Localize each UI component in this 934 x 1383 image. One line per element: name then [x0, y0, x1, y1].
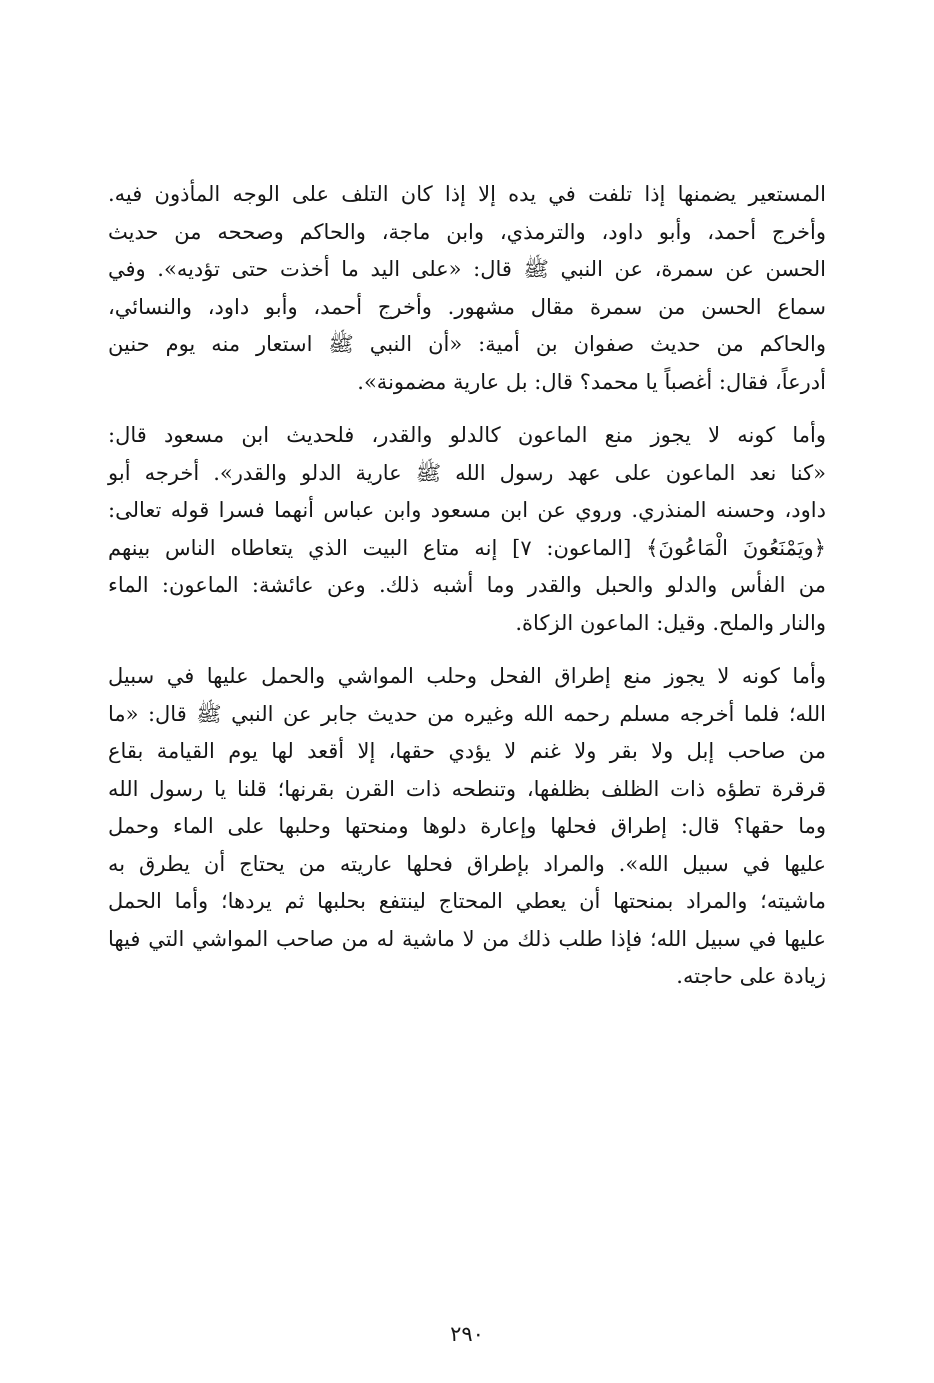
- text-line: قرقرة تطؤه ذات الظلف بظلفها، وتنطحه ذات القرن بقرنها؛ قلنا يا رسول الله: [108, 776, 826, 801]
- text-line: وأما كونه لا يجوز منع إطراق الفحل وحلب المواشي والحمل عليها في سبيل: [108, 664, 826, 688]
- paragraph-2: [108, 417, 826, 642]
- text-line: وأما كونه لا يجوز منع الماعون كالدلو والقدر، فلحديث ابن مسعود قال:: [108, 423, 826, 447]
- text-line: الله؛ فلما أخرجه مسلم رحمه الله وغيره من حديث جابر عن النبي ﷺ قال: «ما: [108, 701, 826, 726]
- text-line: المستعير يضمنها إذا تلفت في يده إلا إذا كان التلف على الوجه المأذون فيه.: [108, 182, 826, 206]
- text-line: ﴿ويَمْنَعُونَ الْمَاعُونَ﴾ [الماعون: ٧] إنه متاع البيت الذي يتعاطاه الناس بينهم: [108, 535, 826, 560]
- text-line: وأخرج أحمد، وأبو داود، والترمذي، وابن ماجة، والحاكم وصححه من حديث: [108, 219, 826, 244]
- text-line: عليها في سبيل الله». والمراد بإطراق فحلها عاريته من يحتاج أن يطرق به: [108, 851, 826, 876]
- text-line: من صاحب إبل ولا بقر ولا غنم لا يؤدي حقها، إلا أقعد لها يوم القيامة بقاع: [108, 739, 826, 763]
- page-number: ٢٩٠: [450, 1322, 484, 1346]
- text-line: ماشيته؛ والمراد بمنحتها أن يعطي المحتاج لينتفع بحلبها ثم يردها؛ وأما الحمل: [108, 889, 826, 913]
- paragraph-3: [108, 658, 826, 996]
- body-text: [108, 176, 826, 996]
- text-line: زيادة على حاجته.: [676, 964, 826, 988]
- text-line: سماع الحسن من سمرة مقال مشهور. وأخرج أحمد، وأبو داود، والنسائي،: [108, 294, 826, 319]
- text-line: وما حقها؟ قال: إطراق فحلها وإعارة دلوها ومنحتها وحلبها على الماء وحمل: [108, 814, 826, 838]
- text-line: والنار والملح. وقيل: الماعون الزكاة.: [515, 610, 826, 635]
- paragraph-spacer: [108, 642, 826, 658]
- text-line: عليها في سبيل الله؛ فإذا طلب ذلك من لا ماشية له من صاحب المواشي التي فيها: [108, 926, 826, 951]
- text-line: داود، وحسنه المنذري. وروي عن ابن مسعود وابن عباس أنهما فسرا قوله تعالى:: [108, 498, 826, 522]
- text-line: والحاكم من حديث صفوان بن أمية: «أن النبي ﷺ استعار منه يوم حنين: [108, 332, 826, 356]
- text-line: من الفأس والدلو والحبل والقدر وما أشبه ذلك. وعن عائشة: الماعون: الماء: [108, 573, 826, 597]
- text-line: «كنا نعد الماعون على عهد رسول الله ﷺ عارية الدلو والقدر». أخرجه أبو: [108, 460, 826, 485]
- paragraph-1: [108, 176, 826, 401]
- text-line: الحسن عن سمرة، عن النبي ﷺ قال: «على اليد ما أخذت حتى تؤديه». وفي: [108, 257, 826, 281]
- text-line: أدرعاً، فقال: أغصباً يا محمد؟ قال: بل عارية مضمونة».: [357, 369, 826, 394]
- paragraph-spacer: [108, 401, 826, 417]
